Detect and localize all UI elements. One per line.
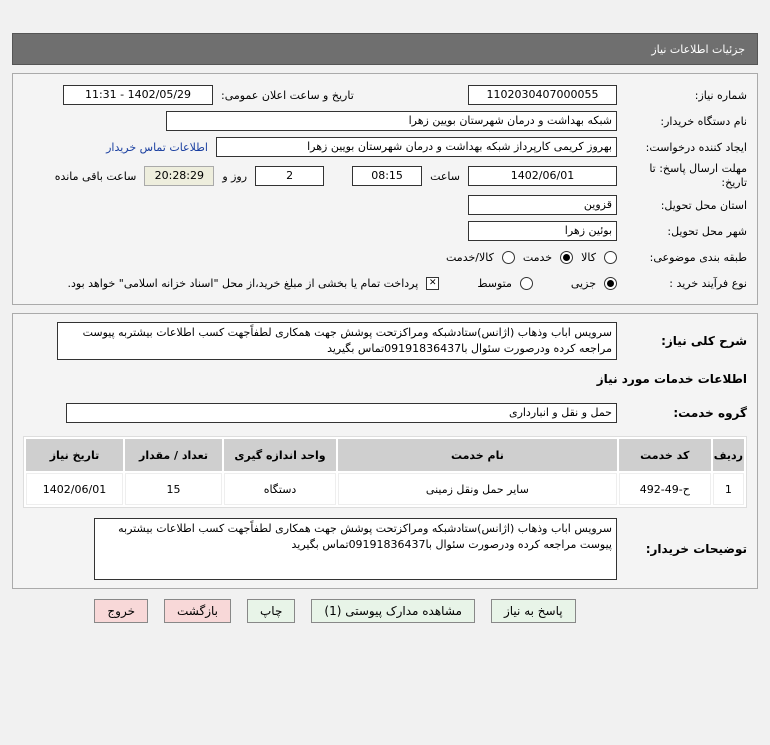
days-label: روز و	[222, 169, 248, 183]
summary-label: شرح کلی نیاز:	[661, 334, 747, 348]
category-radio-both[interactable]	[502, 251, 515, 264]
category-label: طبقه بندی موضوعی:	[649, 250, 747, 264]
creator-field: بهروز کریمی کارپرداز شبکه بهداشت و درمان شهرستان بویین زهرا	[216, 137, 617, 157]
process-medium-label: متوسط	[477, 276, 512, 290]
view-attachments-button[interactable]: مشاهده مدارک پیوستی (1)	[311, 599, 475, 623]
cell-date: 1402/06/01	[26, 473, 123, 505]
col-row: ردیف	[713, 439, 744, 471]
creator-label: ایجاد کننده درخواست:	[645, 140, 747, 154]
page-header	[12, 33, 758, 65]
service-group-label: گروه خدمت:	[673, 406, 747, 420]
buyer-label: نام دستگاه خریدار:	[660, 114, 747, 128]
exit-button[interactable]: خروج	[94, 599, 148, 623]
cell-row: 1	[713, 473, 744, 505]
col-name: نام خدمت	[338, 439, 617, 471]
need-number-label: شماره نیاز:	[694, 88, 747, 102]
buyer-notes-label: توضیحات خریدار:	[645, 542, 747, 556]
back-button[interactable]: بازگشت	[164, 599, 231, 623]
days-field: 2	[255, 166, 324, 186]
table-row	[26, 473, 744, 505]
details-panel	[12, 313, 758, 589]
summary-field: سرویس اباب وذهاب (اژانس)ستادشبکه ومراکزتحت پوشش جهت همکاری لطفاًجهت کسب اطلاعات بیشتربه پیوست مراجعه کرده ودرصورت سئوال با09191836437تماس بگیرید	[57, 322, 617, 360]
contact-buyer-link[interactable]: اطلاعات تماس خریدار	[106, 140, 208, 154]
need-number-field: 1102030407000055	[468, 85, 617, 105]
deadline-time-field: 08:15	[352, 166, 422, 186]
deadline-date-field: 1402/06/01	[468, 166, 617, 186]
cell-qty: 15	[125, 473, 222, 505]
category-goods-label: کالا	[581, 250, 596, 264]
cell-unit: دستگاه	[224, 473, 336, 505]
time-label: ساعت	[430, 169, 460, 183]
info-panel	[12, 73, 758, 305]
city-label: شهر محل تحویل:	[667, 224, 747, 238]
col-qty: تعداد / مقدار	[125, 439, 222, 471]
services-title: اطلاعات خدمات مورد نیاز	[596, 372, 747, 386]
deadline-label: مهلت ارسال پاسخ: تا تاریخ:	[649, 162, 747, 189]
process-radio-minor[interactable]	[604, 277, 617, 290]
process-minor-label: جزیی	[570, 276, 596, 290]
province-label: استان محل تحویل:	[660, 198, 747, 212]
col-date: تاریخ نیاز	[26, 439, 123, 471]
remaining-label: ساعت باقی مانده	[54, 169, 137, 183]
page-title: جزئیات اطلاعات نیاز	[651, 42, 745, 56]
service-group-field: حمل و نقل و انبارداری	[66, 403, 617, 423]
services-table	[23, 436, 747, 508]
announce-field: 1402/05/29 - 11:31	[63, 85, 213, 105]
buyer-field: شبکه بهداشت و درمان شهرستان بویین زهرا	[166, 111, 617, 131]
process-label: نوع فرآیند خرید :	[669, 276, 747, 290]
city-field: بوئین زهرا	[468, 221, 617, 241]
col-unit: واحد اندازه گیری	[224, 439, 336, 471]
category-radio-service[interactable]	[560, 251, 573, 264]
announce-label: تاریخ و ساعت اعلان عمومی:	[221, 88, 354, 102]
category-radio-goods[interactable]	[604, 251, 617, 264]
province-field: قزوین	[468, 195, 617, 215]
payment-note: پرداخت تمام یا بخشی از مبلغ خرید،از محل "اسناد خزانه اسلامی" خواهد بود.	[67, 276, 419, 290]
cell-name: سایر حمل ونقل زمینی	[338, 473, 617, 505]
buyer-notes-field: سرویس اباب وذهاب (اژانس)ستادشبکه ومراکزتحت پوشش جهت همکاری لطفاًجهت کسب اطلاعات بیشتربه پیوست مراجعه کرده ودرصورت سئوال با09191836437تماس بگیرید	[94, 518, 617, 580]
reply-button[interactable]: پاسخ به نیاز	[491, 599, 576, 623]
process-radio-medium[interactable]	[520, 277, 533, 290]
cell-code: ح-49-492	[619, 473, 711, 505]
category-both-label: کالا/خدمت	[446, 250, 494, 264]
col-code: کد خدمت	[619, 439, 711, 471]
treasury-checkbox[interactable]: ✕	[426, 277, 439, 290]
remaining-time-field: 20:28:29	[144, 166, 214, 186]
print-button[interactable]: چاپ	[247, 599, 295, 623]
category-service-label: خدمت	[522, 250, 553, 264]
